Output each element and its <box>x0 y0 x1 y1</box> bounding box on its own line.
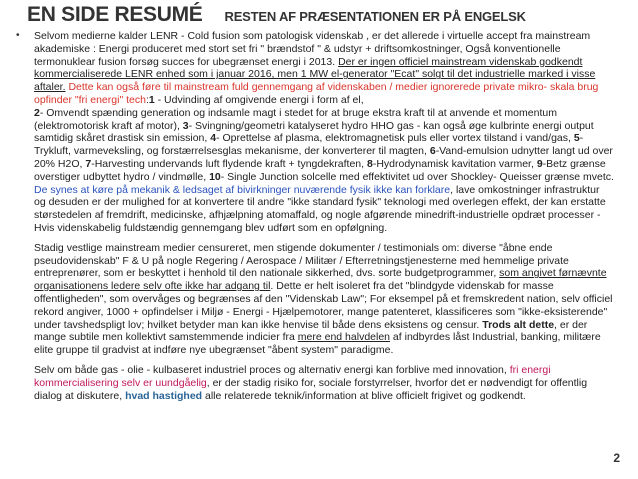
text-segment: - Omvendt spænding generation og indsamle magt i stedet for at bruge ekstra kraft til at anvende et momentum (elektromotorisk kraft af motor), <box>34 106 557 132</box>
list-number: 10 <box>209 170 221 183</box>
text-segment: alle relaterede teknik/information at blive officielt frigivet og godkendt. <box>202 389 526 402</box>
list-number: 8 <box>366 157 373 170</box>
page-number: 2 <box>613 451 620 465</box>
list-number: 6 <box>429 145 436 158</box>
text-segment: -Harvesting undervands luft flydende kraft + tyngdekraften, <box>91 157 367 170</box>
list-number: 1 <box>148 93 155 106</box>
text-segment: - Trykluft, varmeveksling, og forstærrelsesglas mekanisme, der konverterer til magten, <box>34 132 584 158</box>
highlighted-text-red: Dette kan også føre til mainstream fuld gennemgang af videnskaben / medier ignorerede private mikro- skala brug opfinder "fri energi" tech <box>34 81 599 106</box>
list-number: 4 <box>210 132 217 145</box>
text-segment: , er der mange subtile men kollektivt samstemmende indicier fra <box>34 318 588 344</box>
bold-highlighted-text: hvad hastighed <box>125 389 203 402</box>
text-segment: - Oprettelse af plasma, elektromagnetisk puls eller vortex tilstand i vand/gas, <box>216 132 574 145</box>
text-segment: -Hydrodynamisk kavitation varmer, <box>372 157 537 170</box>
text-segment: : <box>145 93 149 106</box>
text-segment: Selvom medierne kalder LENR - Cold fusion som patologisk videnskab , er det allerede i virtuelle accept fra mainstream akademiske : Energi produceret med stort set fri " brændstof " & udstyr + driftsomkostninger, Også konventionelle termonuklear fusion forsøg succes for ubegrænset energi i 2013. <box>34 30 591 68</box>
slide-subtitle: RESTEN AF PRÆSENTATIONEN ER PÅ ENGELSK <box>224 9 526 24</box>
text-segment: - Svingning/geometri katalyseret hydro HHO gas - kan også øge kulbrinte energi output samtidig skåret drastisk sin emission, <box>34 119 594 145</box>
text-segment: Stadig vestlige mainstream medier censureret, men stigende dokumenter / testimonials om: diverse "åbne ende pseudovidenskab" F & U på nogle Regering / Aerospace / Militær / Efterretningstjenesterne med hemmelige private entreprenører, som er beskyttet i henhold til den nationale sikkerhed, dvs. sorte budgetprogrammer, <box>34 241 569 280</box>
underlined-text: som angivet førnævnte organisationens ledere selv ofte ikke har adgang til <box>34 267 607 293</box>
text-segment: - Single Junction solcelle med effektivitet ud over Shockley- Queisser grænse mvetc. <box>220 170 614 183</box>
list-number: 7 <box>85 157 92 170</box>
underlined-text: Der er ingen officiel mainstream videnskab godkendt kommercialiserede LENR enhed som i januar 2016, men 1 MW el-generator "Ecat" solgt til det industrielle marked i visse aftaler. <box>34 55 596 94</box>
text-segment: - Udvinding af omgivende energi i form af el, <box>154 93 364 106</box>
text-segment: -Betz grænse overstiger udbyttet hydro / vindmølle, <box>34 157 606 183</box>
slide-title: EN SIDE RESUMÉ <box>27 3 203 26</box>
underlined-text: mere end halvdelen <box>297 331 391 344</box>
text-segment: Selv om både gas - olie - kulbaseret industriel proces og alternativ energi kan forblive med innovation, <box>34 363 510 376</box>
highlighted-text-blue: De synes at køre på mekanik & ledsaget af bivirkninger nuværende fysik ikke kan forklare <box>34 183 451 196</box>
highlighted-text-pink: fri energi kommercialisering selv er uundgåelig <box>34 363 551 389</box>
content-body <box>12 30 614 409</box>
list-number: 3 <box>182 119 189 132</box>
text-segment: af indbyrdes låst Industrial, banking, militære elite gruppe til gradvist at indføre nye ubegrænset "åbent system" paradigme. <box>34 331 601 357</box>
text-segment: . Dette er helt isoleret fra det "blindgyde videnskab for masse offentligheden", som overvåges og begrænses af den "Videnskab Law"; For eksempel på et fremskredent nation, selv officiel rekord angiver, 1000 + opfindelser i Miljø - Energi - Hjælpemotorer, mange patenteret, klassificeres som "ikke-eksisterende" under tavshedspligt lov; hvilket betyder man kan ikke henvise til både dens eksistens og censur. <box>34 280 613 331</box>
text-segment: -Vand-emulsion udnytter langt ud over 20% H2O, <box>34 145 613 170</box>
paragraph-lenr-summary <box>12 30 614 235</box>
text-segment: , er der stadig risiko for, sociale forstyrrelser, hvorfor det er nødvendigt for offentlig dialog at diskutere, <box>34 376 588 402</box>
bold-text: Trods alt dette <box>482 318 555 331</box>
list-number: 2 <box>34 106 40 119</box>
bullet-marker: • <box>16 30 20 41</box>
paragraph-censorship <box>12 242 614 357</box>
list-number: 5 <box>573 132 580 145</box>
text-segment: , lave omkostninger infrastruktur og desuden er der mulighed for at konvertere til andre "ikke standard fysik" teknologi med overlegen effekt, der kan erstatte størstedelen af fremdrift, medicinske, afhjælpning atomaffald, og nogle afgørende minedrift-industrielle opdræt processer - Hvis videnskabelig fuldstændig gennemgang blev udført som en opfølgning. <box>34 183 606 234</box>
paragraph-conclusion <box>12 364 614 402</box>
header <box>27 3 526 31</box>
list-number: 9 <box>536 157 543 170</box>
